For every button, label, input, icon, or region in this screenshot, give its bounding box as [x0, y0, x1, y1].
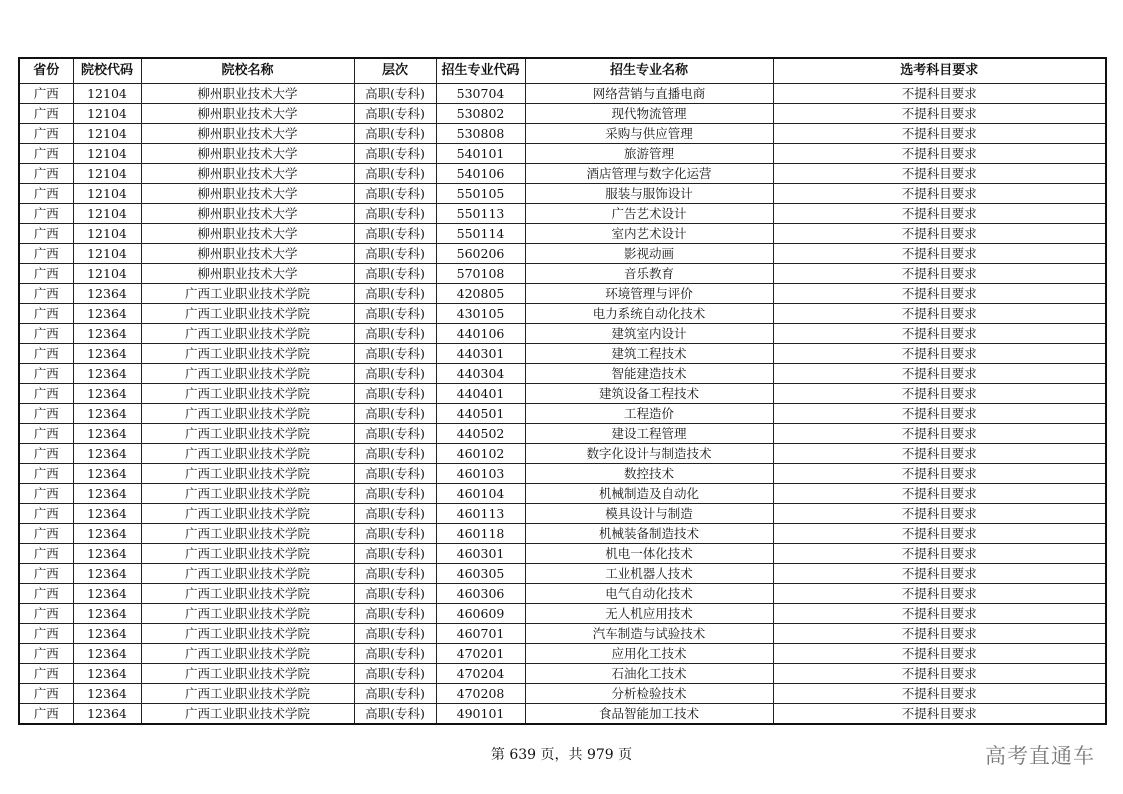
header-school-code: 院校代码: [73, 58, 141, 84]
cell-province: 广西: [19, 464, 73, 484]
cell-school-name: 广西工业职业技术学院: [141, 464, 354, 484]
cell-school-name: 柳州职业技术大学: [141, 84, 354, 104]
cell-major-name: 音乐教育: [525, 264, 773, 284]
cell-subject-requirement: 不提科目要求: [773, 244, 1106, 264]
table-row: [19, 104, 1106, 124]
cell-province: 广西: [19, 204, 73, 224]
cell-province: 广西: [19, 604, 73, 624]
cell-major-name: 石油化工技术: [525, 664, 773, 684]
cell-school-name: 柳州职业技术大学: [141, 224, 354, 244]
cell-subject-requirement: 不提科目要求: [773, 644, 1106, 664]
table-row: [19, 364, 1106, 384]
cell-subject-requirement: 不提科目要求: [773, 384, 1106, 404]
cell-province: 广西: [19, 544, 73, 564]
cell-school-code: 12364: [73, 444, 141, 464]
table-row: [19, 544, 1106, 564]
cell-major-code: 460701: [436, 624, 525, 644]
cell-subject-requirement: 不提科目要求: [773, 104, 1106, 124]
cell-subject-requirement: 不提科目要求: [773, 684, 1106, 704]
cell-school-code: 12364: [73, 564, 141, 584]
cell-province: 广西: [19, 244, 73, 264]
cell-school-name: 柳州职业技术大学: [141, 264, 354, 284]
cell-province: 广西: [19, 384, 73, 404]
cell-level: 高职(专科): [354, 184, 436, 204]
cell-major-name: 现代物流管理: [525, 104, 773, 124]
table-row: [19, 144, 1106, 164]
cell-major-code: 560206: [436, 244, 525, 264]
cell-major-name: 电气自动化技术: [525, 584, 773, 604]
header-school-name: 院校名称: [141, 58, 354, 84]
table-row: [19, 264, 1106, 284]
cell-level: 高职(专科): [354, 164, 436, 184]
table-row: [19, 524, 1106, 544]
cell-major-name: 网络营销与直播电商: [525, 84, 773, 104]
cell-school-name: 柳州职业技术大学: [141, 124, 354, 144]
cell-school-code: 12364: [73, 624, 141, 644]
table-row: [19, 424, 1106, 444]
cell-province: 广西: [19, 404, 73, 424]
table-row: [19, 644, 1106, 664]
cell-major-code: 570108: [436, 264, 525, 284]
table-row: [19, 224, 1106, 244]
cell-subject-requirement: 不提科目要求: [773, 504, 1106, 524]
table-row: [19, 564, 1106, 584]
cell-subject-requirement: 不提科目要求: [773, 584, 1106, 604]
cell-level: 高职(专科): [354, 424, 436, 444]
cell-school-code: 12364: [73, 684, 141, 704]
cell-level: 高职(专科): [354, 304, 436, 324]
cell-province: 广西: [19, 124, 73, 144]
cell-province: 广西: [19, 284, 73, 304]
cell-school-name: 广西工业职业技术学院: [141, 384, 354, 404]
cell-subject-requirement: 不提科目要求: [773, 304, 1106, 324]
cell-school-name: 广西工业职业技术学院: [141, 544, 354, 564]
header-row: [19, 58, 1106, 84]
cell-major-code: 460102: [436, 444, 525, 464]
table-row: [19, 704, 1106, 725]
cell-school-code: 12364: [73, 544, 141, 564]
cell-province: 广西: [19, 144, 73, 164]
cell-school-code: 12364: [73, 524, 141, 544]
cell-level: 高职(专科): [354, 244, 436, 264]
cell-subject-requirement: 不提科目要求: [773, 464, 1106, 484]
cell-subject-requirement: 不提科目要求: [773, 224, 1106, 244]
cell-level: 高职(专科): [354, 404, 436, 424]
cell-subject-requirement: 不提科目要求: [773, 544, 1106, 564]
watermark-text: 高考直通车: [985, 744, 1095, 768]
table-row: [19, 404, 1106, 424]
cell-level: 高职(专科): [354, 664, 436, 684]
cell-level: 高职(专科): [354, 544, 436, 564]
cell-major-name: 智能建造技术: [525, 364, 773, 384]
cell-school-name: 广西工业职业技术学院: [141, 624, 354, 644]
cell-school-code: 12364: [73, 304, 141, 324]
admission-table: [18, 57, 1107, 725]
cell-level: 高职(专科): [354, 584, 436, 604]
table-row: [19, 604, 1106, 624]
cell-major-name: 无人机应用技术: [525, 604, 773, 624]
cell-province: 广西: [19, 504, 73, 524]
cell-province: 广西: [19, 644, 73, 664]
cell-major-name: 室内艺术设计: [525, 224, 773, 244]
cell-province: 广西: [19, 224, 73, 244]
cell-major-name: 电力系统自动化技术: [525, 304, 773, 324]
cell-major-code: 430105: [436, 304, 525, 324]
cell-major-code: 440502: [436, 424, 525, 444]
cell-level: 高职(专科): [354, 624, 436, 644]
cell-major-name: 广告艺术设计: [525, 204, 773, 224]
cell-school-code: 12104: [73, 204, 141, 224]
cell-school-code: 12364: [73, 704, 141, 725]
cell-major-name: 分析检验技术: [525, 684, 773, 704]
header-province: 省份: [19, 58, 73, 84]
cell-major-name: 旅游管理: [525, 144, 773, 164]
cell-subject-requirement: 不提科目要求: [773, 524, 1106, 544]
cell-level: 高职(专科): [354, 224, 436, 244]
cell-major-name: 酒店管理与数字化运营: [525, 164, 773, 184]
cell-province: 广西: [19, 624, 73, 644]
cell-major-name: 建筑设备工程技术: [525, 384, 773, 404]
cell-school-code: 12104: [73, 144, 141, 164]
cell-major-code: 420805: [436, 284, 525, 304]
cell-subject-requirement: 不提科目要求: [773, 344, 1106, 364]
cell-level: 高职(专科): [354, 484, 436, 504]
cell-level: 高职(专科): [354, 384, 436, 404]
table-row: [19, 444, 1106, 464]
cell-school-code: 12104: [73, 124, 141, 144]
cell-subject-requirement: 不提科目要求: [773, 284, 1106, 304]
cell-major-code: 440106: [436, 324, 525, 344]
cell-major-name: 数字化设计与制造技术: [525, 444, 773, 464]
cell-subject-requirement: 不提科目要求: [773, 144, 1106, 164]
cell-major-name: 建筑室内设计: [525, 324, 773, 344]
cell-school-name: 广西工业职业技术学院: [141, 564, 354, 584]
cell-major-code: 460609: [436, 604, 525, 624]
cell-school-name: 柳州职业技术大学: [141, 164, 354, 184]
cell-level: 高职(专科): [354, 284, 436, 304]
cell-level: 高职(专科): [354, 144, 436, 164]
cell-level: 高职(专科): [354, 504, 436, 524]
cell-province: 广西: [19, 104, 73, 124]
cell-province: 广西: [19, 584, 73, 604]
cell-level: 高职(专科): [354, 524, 436, 544]
cell-school-name: 广西工业职业技术学院: [141, 664, 354, 684]
cell-level: 高职(专科): [354, 684, 436, 704]
cell-province: 广西: [19, 304, 73, 324]
cell-school-name: 广西工业职业技术学院: [141, 644, 354, 664]
cell-major-name: 数控技术: [525, 464, 773, 484]
cell-major-name: 食品智能加工技术: [525, 704, 773, 725]
cell-major-code: 550105: [436, 184, 525, 204]
cell-level: 高职(专科): [354, 124, 436, 144]
cell-subject-requirement: 不提科目要求: [773, 204, 1106, 224]
table-row: [19, 584, 1106, 604]
cell-school-code: 12104: [73, 184, 141, 204]
cell-school-code: 12104: [73, 164, 141, 184]
cell-level: 高职(专科): [354, 604, 436, 624]
table-row: [19, 204, 1106, 224]
cell-subject-requirement: 不提科目要求: [773, 124, 1106, 144]
cell-school-name: 广西工业职业技术学院: [141, 344, 354, 364]
table-row: [19, 624, 1106, 644]
cell-school-code: 12364: [73, 504, 141, 524]
cell-province: 广西: [19, 524, 73, 544]
cell-major-code: 540101: [436, 144, 525, 164]
cell-major-code: 460104: [436, 484, 525, 504]
cell-school-code: 12104: [73, 264, 141, 284]
cell-school-name: 柳州职业技术大学: [141, 104, 354, 124]
table-row: [19, 464, 1106, 484]
cell-school-name: 柳州职业技术大学: [141, 184, 354, 204]
cell-school-code: 12364: [73, 464, 141, 484]
table-row: [19, 164, 1106, 184]
cell-province: 广西: [19, 424, 73, 444]
cell-major-name: 机械装备制造技术: [525, 524, 773, 544]
table-row: [19, 664, 1106, 684]
table-body: [19, 84, 1106, 725]
cell-major-name: 服装与服饰设计: [525, 184, 773, 204]
cell-school-code: 12364: [73, 664, 141, 684]
cell-level: 高职(专科): [354, 704, 436, 725]
cell-school-name: 广西工业职业技术学院: [141, 424, 354, 444]
cell-school-code: 12104: [73, 84, 141, 104]
header-subject-requirement: 选考科目要求: [773, 58, 1106, 84]
cell-level: 高职(专科): [354, 444, 436, 464]
cell-school-name: 广西工业职业技术学院: [141, 364, 354, 384]
cell-major-code: 460113: [436, 504, 525, 524]
page-number: 第 639 页，共 979 页: [490, 747, 633, 763]
cell-school-name: 广西工业职业技术学院: [141, 304, 354, 324]
table-row: [19, 344, 1106, 364]
cell-major-name: 环境管理与评价: [525, 284, 773, 304]
cell-major-name: 影视动画: [525, 244, 773, 264]
cell-subject-requirement: 不提科目要求: [773, 704, 1106, 725]
cell-subject-requirement: 不提科目要求: [773, 264, 1106, 284]
cell-major-code: 460305: [436, 564, 525, 584]
cell-subject-requirement: 不提科目要求: [773, 604, 1106, 624]
cell-major-code: 460306: [436, 584, 525, 604]
cell-school-name: 广西工业职业技术学院: [141, 324, 354, 344]
cell-school-code: 12364: [73, 284, 141, 304]
cell-major-name: 工业机器人技术: [525, 564, 773, 584]
cell-major-code: 530704: [436, 84, 525, 104]
cell-major-code: 460301: [436, 544, 525, 564]
cell-school-code: 12364: [73, 584, 141, 604]
cell-major-code: 470201: [436, 644, 525, 664]
cell-province: 广西: [19, 664, 73, 684]
cell-province: 广西: [19, 344, 73, 364]
cell-province: 广西: [19, 704, 73, 725]
cell-major-name: 采购与供应管理: [525, 124, 773, 144]
cell-subject-requirement: 不提科目要求: [773, 564, 1106, 584]
cell-major-code: 460118: [436, 524, 525, 544]
cell-school-name: 广西工业职业技术学院: [141, 504, 354, 524]
header-major-name: 招生专业名称: [525, 58, 773, 84]
cell-major-name: 机电一体化技术: [525, 544, 773, 564]
cell-school-code: 12364: [73, 344, 141, 364]
cell-level: 高职(专科): [354, 84, 436, 104]
table-header: [19, 58, 1106, 84]
cell-level: 高职(专科): [354, 324, 436, 344]
cell-school-code: 12364: [73, 384, 141, 404]
cell-major-name: 汽车制造与试验技术: [525, 624, 773, 644]
cell-province: 广西: [19, 564, 73, 584]
cell-major-code: 540106: [436, 164, 525, 184]
table-row: [19, 504, 1106, 524]
cell-level: 高职(专科): [354, 264, 436, 284]
cell-major-code: 550113: [436, 204, 525, 224]
table-row: [19, 184, 1106, 204]
cell-school-code: 12364: [73, 404, 141, 424]
cell-major-code: 440401: [436, 384, 525, 404]
cell-subject-requirement: 不提科目要求: [773, 424, 1106, 444]
cell-major-name: 建筑工程技术: [525, 344, 773, 364]
cell-school-name: 广西工业职业技术学院: [141, 604, 354, 624]
cell-major-code: 470208: [436, 684, 525, 704]
cell-province: 广西: [19, 364, 73, 384]
cell-province: 广西: [19, 84, 73, 104]
cell-school-code: 12364: [73, 364, 141, 384]
table-row: [19, 484, 1106, 504]
cell-level: 高职(专科): [354, 344, 436, 364]
cell-school-code: 12104: [73, 104, 141, 124]
cell-subject-requirement: 不提科目要求: [773, 84, 1106, 104]
cell-major-code: 550114: [436, 224, 525, 244]
table-row: [19, 84, 1106, 104]
cell-school-code: 12104: [73, 244, 141, 264]
cell-province: 广西: [19, 264, 73, 284]
cell-school-code: 12364: [73, 484, 141, 504]
cell-school-code: 12364: [73, 324, 141, 344]
cell-major-code: 490101: [436, 704, 525, 725]
cell-subject-requirement: 不提科目要求: [773, 444, 1106, 464]
cell-province: 广西: [19, 484, 73, 504]
cell-subject-requirement: 不提科目要求: [773, 484, 1106, 504]
cell-school-name: 广西工业职业技术学院: [141, 444, 354, 464]
cell-school-name: 广西工业职业技术学院: [141, 684, 354, 704]
cell-subject-requirement: 不提科目要求: [773, 164, 1106, 184]
table-row: [19, 684, 1106, 704]
cell-major-name: 工程造价: [525, 404, 773, 424]
cell-level: 高职(专科): [354, 564, 436, 584]
table-row: [19, 304, 1106, 324]
cell-subject-requirement: 不提科目要求: [773, 404, 1106, 424]
table-row: [19, 384, 1106, 404]
header-major-code: 招生专业代码: [436, 58, 525, 84]
cell-major-code: 440501: [436, 404, 525, 424]
cell-school-code: 12364: [73, 604, 141, 624]
cell-school-name: 广西工业职业技术学院: [141, 404, 354, 424]
cell-major-code: 470204: [436, 664, 525, 684]
table-row: [19, 124, 1106, 144]
cell-school-name: 广西工业职业技术学院: [141, 484, 354, 504]
table-row: [19, 284, 1106, 304]
cell-school-name: 柳州职业技术大学: [141, 204, 354, 224]
cell-major-name: 应用化工技术: [525, 644, 773, 664]
cell-subject-requirement: 不提科目要求: [773, 364, 1106, 384]
cell-major-code: 530802: [436, 104, 525, 124]
cell-level: 高职(专科): [354, 204, 436, 224]
cell-province: 广西: [19, 184, 73, 204]
cell-school-name: 广西工业职业技术学院: [141, 284, 354, 304]
cell-level: 高职(专科): [354, 644, 436, 664]
cell-school-name: 柳州职业技术大学: [141, 144, 354, 164]
cell-school-name: 柳州职业技术大学: [141, 244, 354, 264]
cell-subject-requirement: 不提科目要求: [773, 184, 1106, 204]
cell-subject-requirement: 不提科目要求: [773, 324, 1106, 344]
cell-province: 广西: [19, 444, 73, 464]
cell-school-code: 12364: [73, 644, 141, 664]
cell-major-name: 模具设计与制造: [525, 504, 773, 524]
cell-major-name: 建设工程管理: [525, 424, 773, 444]
cell-level: 高职(专科): [354, 464, 436, 484]
cell-major-code: 460103: [436, 464, 525, 484]
header-level: 层次: [354, 58, 436, 84]
cell-school-code: 12104: [73, 224, 141, 244]
table-row: [19, 324, 1106, 344]
cell-school-code: 12364: [73, 424, 141, 444]
cell-province: 广西: [19, 324, 73, 344]
table-row: [19, 244, 1106, 264]
cell-major-code: 530808: [436, 124, 525, 144]
cell-level: 高职(专科): [354, 104, 436, 124]
cell-province: 广西: [19, 164, 73, 184]
cell-major-code: 440301: [436, 344, 525, 364]
cell-school-name: 广西工业职业技术学院: [141, 584, 354, 604]
cell-province: 广西: [19, 684, 73, 704]
cell-level: 高职(专科): [354, 364, 436, 384]
cell-subject-requirement: 不提科目要求: [773, 664, 1106, 684]
cell-major-code: 440304: [436, 364, 525, 384]
cell-major-name: 机械制造及自动化: [525, 484, 773, 504]
cell-school-name: 广西工业职业技术学院: [141, 524, 354, 544]
cell-subject-requirement: 不提科目要求: [773, 624, 1106, 644]
cell-school-name: 广西工业职业技术学院: [141, 704, 354, 725]
